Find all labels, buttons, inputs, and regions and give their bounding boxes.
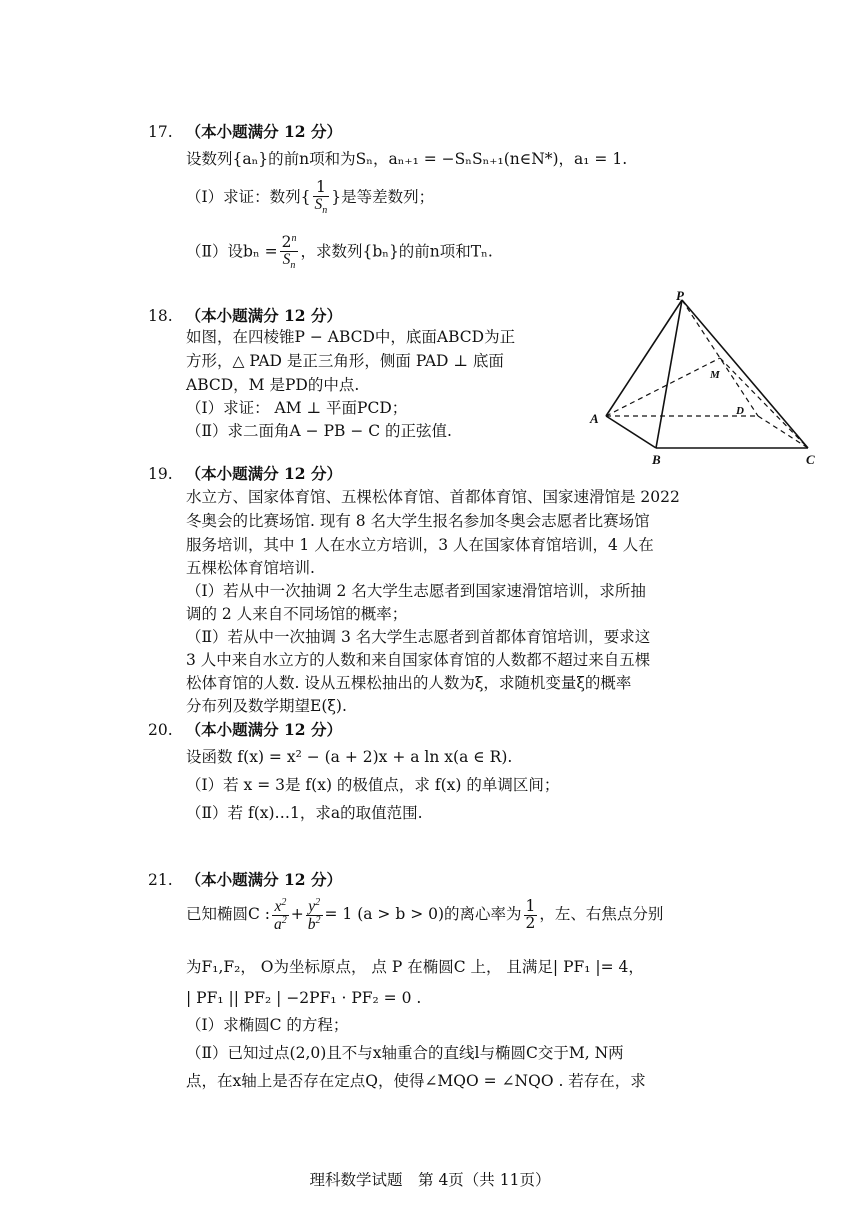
q20-line1: 设函数 f(x) = x² − (a + 2)x + a ln x(a ∈ R). xyxy=(186,748,513,766)
q18-line5: （Ⅱ）求二面角A − PB − C 的正弦值. xyxy=(186,422,452,440)
q19-line-5: 调的 2 人来自不同场馆的概率； xyxy=(186,605,408,623)
q17-line1: 设数列{aₙ}的前n项和为Sₙ，aₙ₊₁ = −SₙSₙ₊₁(n∈N*)，a₁ = 1. xyxy=(186,150,628,168)
edge-AB xyxy=(606,416,656,448)
edge-DC xyxy=(758,416,808,448)
q19-line-6: （Ⅱ）若从中一次抽调 3 名大学生志愿者到首都体育馆培训，要求这 xyxy=(186,628,651,646)
segment-MC xyxy=(720,358,808,448)
q21-line1-text-b: = 1 (a > b > 0)的离心率为 xyxy=(324,905,522,924)
q19-score: （本小题满分 12 分） xyxy=(185,464,342,483)
label-M: M xyxy=(710,369,720,381)
edge-PC xyxy=(682,300,808,448)
q19-line-8: 松体育馆的人数. 设从五棵松抽出的人数为ξ，求随机变量ξ的概率 xyxy=(186,674,632,692)
q21-line1: 已知椭圆C : $\frac{x^2}{a^2}$ + $\frac{y^2}{b^2}$ = 1 (a > b > 0)的离心率为 $\frac{1}{2}$ ，左、右焦点分别 xyxy=(186,897,664,933)
q19-line-9: 分布列及数学期望E(ξ). xyxy=(186,697,347,715)
pyramid-figure xyxy=(586,288,826,468)
fraction-1-over-Sn: $\frac{1}{S_n}$ xyxy=(314,178,328,216)
fraction-x2-over-a2: $\frac{x^2}{a^2}$ xyxy=(274,897,287,933)
q21-score: （本小题满分 12 分） xyxy=(185,870,342,889)
q19-line-4: （Ⅰ）若从中一次抽调 2 名大学生志愿者到国家速滑馆培训，求所抽 xyxy=(186,582,646,600)
q17-score: （本小题满分 12 分） xyxy=(185,122,342,141)
q18-line3: ABCD，M 是PD的中点. xyxy=(186,376,360,394)
q20-line3: （Ⅱ）若 f(x)…1，求a的取值范围. xyxy=(186,804,423,822)
label-C: C xyxy=(806,452,815,467)
fraction-2n-over-Sn: $\frac{2^n}{S_n}$ xyxy=(281,233,297,271)
q18-score: （本小题满分 12 分） xyxy=(185,306,342,325)
q19-heading xyxy=(148,466,342,483)
q19-number: 19. xyxy=(148,465,173,483)
q21-line1-text-a: 已知椭圆C : xyxy=(186,905,271,924)
q20-line2: （Ⅰ）若 x = 3是 f(x) 的极值点，求 f(x) 的单调区间； xyxy=(186,776,560,794)
q18-line1: 如图，在四棱锥P − ABCD中，底面ABCD为正 xyxy=(186,328,516,346)
q17-part1-text-b: }是等差数列； xyxy=(331,187,435,206)
q21-heading xyxy=(148,872,342,889)
label-B: B xyxy=(652,452,661,467)
q20-heading xyxy=(148,722,342,739)
q17-part2 xyxy=(186,234,493,271)
label-P: P xyxy=(676,288,684,303)
q20-number: 20. xyxy=(148,721,173,739)
edge-PA xyxy=(606,300,682,416)
q21-line3: | PF₁ || PF₂ | −2PF₁ · PF₂ = 0 . xyxy=(186,989,422,1007)
fraction-y2-over-b2: $\frac{y^2}{b^2}$ xyxy=(307,897,321,933)
q17-part1-text-a: （Ⅰ）求证：数列{ xyxy=(186,187,311,206)
q19-line-2: 服务培训，其中 1 人在水立方培训，3 人在国家体育馆培训，4 人在 xyxy=(186,536,654,554)
q18-line2: 方形，△ PAD 是正三角形，侧面 PAD ⊥ 底面 xyxy=(186,352,504,370)
q21-line2: 为F₁,F₂， O为坐标原点， 点 P 在椭圆C 上， 且满足| PF₁ |= 4， xyxy=(186,958,644,976)
q17-part2-text-b: ，求数列{bₙ}的前n项和Tₙ. xyxy=(300,242,493,261)
q21-line6: 点，在x轴上是否存在定点Q，使得∠MQO = ∠NQO . 若存在，求 xyxy=(186,1072,646,1090)
q19-line-7: 3 人中来自水立方的人数和来自国家体育馆的人数都不超过来自五棵 xyxy=(186,651,651,669)
q19-line-3: 五棵松体育馆培训. xyxy=(186,559,315,577)
page-footer: 理科数学试题 第 4页（共 11页） xyxy=(309,1171,551,1189)
edge-PB xyxy=(656,300,682,448)
q21-line1-text-c: ，左、右焦点分别 xyxy=(539,905,664,924)
q20-score: （本小题满分 12 分） xyxy=(185,720,342,739)
q17-part1 xyxy=(186,180,434,216)
q17-part2-text-a: （Ⅱ）设bₙ = xyxy=(186,242,278,261)
q19-line-1: 冬奥会的比赛场馆. 现有 8 名大学生报名参加冬奥会志愿者比赛场馆 xyxy=(186,512,650,530)
q21-line4: （Ⅰ）求椭圆C 的方程； xyxy=(186,1016,349,1034)
label-D: D xyxy=(736,405,744,417)
q18-number: 18. xyxy=(148,307,173,325)
q18-line4: （Ⅰ）求证： AM ⊥ 平面PCD； xyxy=(186,399,408,417)
q21-number: 21. xyxy=(148,871,173,889)
q19-line-0: 水立方、国家体育馆、五棵松体育馆、首都体育馆、国家速滑馆是 2022 xyxy=(186,488,680,506)
label-A: A xyxy=(590,411,599,426)
q17-number: 17. xyxy=(148,123,173,141)
q17-heading xyxy=(148,124,342,141)
q18-heading xyxy=(148,308,342,325)
q21-line5: （Ⅱ）已知过点(2,0)且不与x轴重合的直线l与椭圆C交于M, N两 xyxy=(186,1044,624,1062)
fraction-1-over-2: $\frac{1}{2}$ xyxy=(525,897,536,932)
